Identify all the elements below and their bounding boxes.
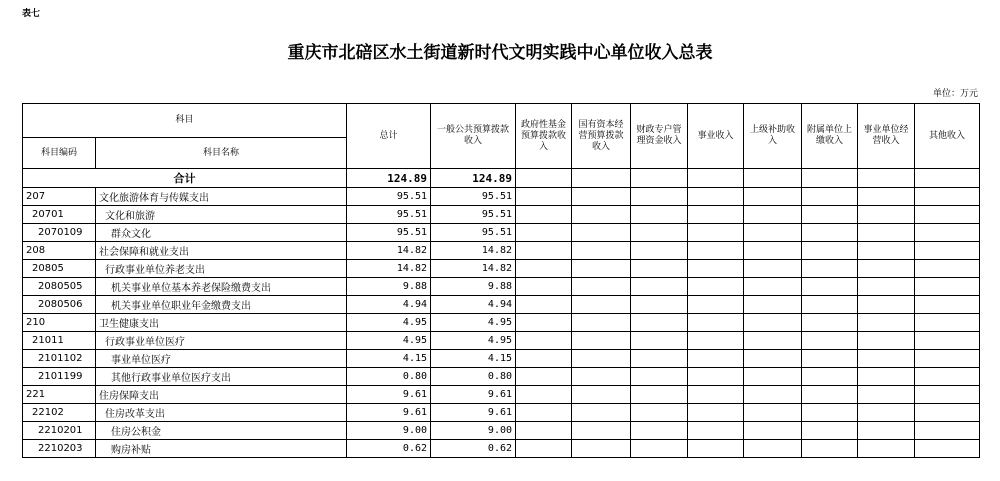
row-general-budget: 9.88 bbox=[431, 278, 516, 296]
empty-cell bbox=[572, 260, 631, 278]
empty-cell bbox=[631, 350, 688, 368]
empty-cell bbox=[516, 224, 572, 242]
row-code: 208 bbox=[23, 242, 96, 260]
empty-cell bbox=[516, 188, 572, 206]
empty-cell bbox=[631, 440, 688, 458]
table-row bbox=[23, 440, 980, 458]
empty-cell bbox=[744, 260, 802, 278]
empty-cell bbox=[688, 422, 744, 440]
row-total: 4.95 bbox=[347, 332, 431, 350]
row-code: 20805 bbox=[23, 260, 96, 278]
empty-cell bbox=[631, 296, 688, 314]
empty-cell bbox=[915, 314, 980, 332]
empty-cell bbox=[802, 278, 858, 296]
empty-cell bbox=[516, 206, 572, 224]
empty-cell bbox=[744, 278, 802, 296]
empty-cell bbox=[858, 206, 915, 224]
empty-cell bbox=[744, 224, 802, 242]
empty-cell bbox=[858, 224, 915, 242]
total-row bbox=[23, 169, 980, 188]
empty-cell bbox=[858, 296, 915, 314]
row-name: 文化和旅游 bbox=[96, 206, 347, 224]
row-name: 事业单位医疗 bbox=[96, 350, 347, 368]
row-name: 住房公积金 bbox=[96, 422, 347, 440]
table-number-label: 表七 bbox=[22, 9, 41, 19]
empty-cell bbox=[631, 278, 688, 296]
row-name: 社会保障和就业支出 bbox=[96, 242, 347, 260]
empty-cell bbox=[516, 440, 572, 458]
row-code: 210 bbox=[23, 314, 96, 332]
empty-cell bbox=[516, 332, 572, 350]
table-row bbox=[23, 242, 980, 260]
empty-cell bbox=[572, 206, 631, 224]
empty-cell bbox=[915, 260, 980, 278]
empty-cell bbox=[858, 386, 915, 404]
empty-cell bbox=[631, 188, 688, 206]
table-row bbox=[23, 386, 980, 404]
empty-cell bbox=[858, 368, 915, 386]
empty-cell bbox=[915, 440, 980, 458]
empty-cell bbox=[915, 422, 980, 440]
row-name: 其他行政事业单位医疗支出 bbox=[96, 368, 347, 386]
empty-cell bbox=[688, 242, 744, 260]
table-row bbox=[23, 296, 980, 314]
header-subject: 科目 bbox=[23, 104, 347, 138]
table-row bbox=[23, 206, 980, 224]
empty-cell bbox=[915, 404, 980, 422]
table-row bbox=[23, 278, 980, 296]
empty-cell bbox=[802, 188, 858, 206]
table-row bbox=[23, 314, 980, 332]
row-total: 95.51 bbox=[347, 188, 431, 206]
empty-cell bbox=[631, 206, 688, 224]
row-general-budget: 95.51 bbox=[431, 224, 516, 242]
row-general-budget: 14.82 bbox=[431, 242, 516, 260]
header-state-capital: 国有资本经营预算拨款收入 bbox=[572, 104, 631, 169]
row-code: 2210203 bbox=[23, 440, 96, 458]
row-code: 221 bbox=[23, 386, 96, 404]
empty-cell bbox=[802, 296, 858, 314]
row-name: 群众文化 bbox=[96, 224, 347, 242]
header-general-budget: 一般公共预算拨款收入 bbox=[431, 104, 516, 169]
total-amount: 124.89 bbox=[347, 169, 431, 188]
row-code: 20701 bbox=[23, 206, 96, 224]
income-summary-table bbox=[22, 103, 980, 458]
empty-cell bbox=[516, 296, 572, 314]
row-total: 14.82 bbox=[347, 242, 431, 260]
row-general-budget: 14.82 bbox=[431, 260, 516, 278]
row-total: 95.51 bbox=[347, 224, 431, 242]
empty-cell bbox=[688, 350, 744, 368]
header-fiscal-special: 财政专户管理资金收入 bbox=[631, 104, 688, 169]
empty-cell bbox=[572, 368, 631, 386]
empty-cell bbox=[516, 368, 572, 386]
row-total: 9.61 bbox=[347, 386, 431, 404]
empty-cell bbox=[744, 332, 802, 350]
empty-cell bbox=[802, 368, 858, 386]
empty-cell bbox=[572, 296, 631, 314]
empty-cell bbox=[688, 440, 744, 458]
empty-cell bbox=[915, 296, 980, 314]
row-code: 22102 bbox=[23, 404, 96, 422]
empty-cell bbox=[744, 386, 802, 404]
row-name: 住房保障支出 bbox=[96, 386, 347, 404]
row-name: 行政事业单位医疗 bbox=[96, 332, 347, 350]
empty-cell bbox=[915, 350, 980, 368]
empty-cell bbox=[915, 188, 980, 206]
header-total: 总计 bbox=[347, 104, 431, 169]
row-total: 0.80 bbox=[347, 368, 431, 386]
row-code: 2101102 bbox=[23, 350, 96, 368]
row-general-budget: 4.94 bbox=[431, 296, 516, 314]
empty-cell bbox=[688, 332, 744, 350]
empty-cell bbox=[572, 278, 631, 296]
empty-cell bbox=[631, 332, 688, 350]
table-row bbox=[23, 332, 980, 350]
empty-cell bbox=[858, 242, 915, 260]
header-name: 科目名称 bbox=[96, 138, 347, 169]
empty-cell bbox=[631, 422, 688, 440]
unit-label: 单位：万元 bbox=[932, 89, 978, 99]
row-total: 4.15 bbox=[347, 350, 431, 368]
page-title: 重庆市北碚区水土街道新时代文明实践中心单位收入总表 bbox=[287, 43, 713, 63]
empty-cell bbox=[744, 404, 802, 422]
row-general-budget: 95.51 bbox=[431, 206, 516, 224]
empty-cell bbox=[572, 440, 631, 458]
row-total: 4.94 bbox=[347, 296, 431, 314]
empty-cell bbox=[516, 350, 572, 368]
table-row bbox=[23, 422, 980, 440]
empty-cell bbox=[858, 314, 915, 332]
row-general-budget: 4.95 bbox=[431, 314, 516, 332]
empty-cell bbox=[802, 242, 858, 260]
empty-cell bbox=[915, 224, 980, 242]
empty-cell bbox=[858, 440, 915, 458]
table-row bbox=[23, 350, 980, 368]
empty-cell bbox=[572, 242, 631, 260]
empty-cell bbox=[915, 242, 980, 260]
empty-cell bbox=[915, 278, 980, 296]
empty-cell bbox=[858, 260, 915, 278]
empty-cell bbox=[802, 440, 858, 458]
empty-cell bbox=[802, 332, 858, 350]
empty-cell bbox=[688, 206, 744, 224]
empty-cell bbox=[858, 422, 915, 440]
row-code: 2080506 bbox=[23, 296, 96, 314]
empty-cell bbox=[915, 332, 980, 350]
empty-cell bbox=[688, 188, 744, 206]
header-gov-fund: 政府性基金预算拨款收入 bbox=[516, 104, 572, 169]
empty-cell bbox=[572, 386, 631, 404]
empty-cell bbox=[858, 350, 915, 368]
header-business-ops: 事业单位经营收入 bbox=[858, 104, 915, 169]
empty-cell bbox=[631, 404, 688, 422]
empty-cell bbox=[631, 260, 688, 278]
row-name: 机关事业单位职业年金缴费支出 bbox=[96, 296, 347, 314]
empty-cell bbox=[858, 404, 915, 422]
row-general-budget: 9.61 bbox=[431, 386, 516, 404]
row-total: 9.00 bbox=[347, 422, 431, 440]
header-affiliated: 附属单位上缴收入 bbox=[802, 104, 858, 169]
empty-cell bbox=[858, 332, 915, 350]
empty-cell bbox=[744, 206, 802, 224]
empty-cell bbox=[516, 314, 572, 332]
empty-cell bbox=[858, 188, 915, 206]
empty-cell bbox=[744, 368, 802, 386]
row-total: 0.62 bbox=[347, 440, 431, 458]
empty-cell bbox=[631, 314, 688, 332]
total-label: 合计 bbox=[23, 169, 347, 188]
empty-cell bbox=[631, 386, 688, 404]
empty-cell bbox=[516, 386, 572, 404]
empty-cell bbox=[516, 278, 572, 296]
table-row bbox=[23, 188, 980, 206]
empty-cell bbox=[516, 260, 572, 278]
empty-cell bbox=[688, 314, 744, 332]
empty-cell bbox=[572, 332, 631, 350]
empty-cell bbox=[744, 350, 802, 368]
row-total: 9.61 bbox=[347, 404, 431, 422]
row-name: 卫生健康支出 bbox=[96, 314, 347, 332]
empty-cell bbox=[516, 242, 572, 260]
row-name: 机关事业单位基本养老保险缴费支出 bbox=[96, 278, 347, 296]
empty-cell bbox=[802, 422, 858, 440]
table-row bbox=[23, 224, 980, 242]
empty-cell bbox=[688, 260, 744, 278]
header-business: 事业收入 bbox=[688, 104, 744, 169]
empty-cell bbox=[802, 206, 858, 224]
row-code: 2080505 bbox=[23, 278, 96, 296]
empty-cell bbox=[688, 404, 744, 422]
table-row bbox=[23, 368, 980, 386]
row-code: 21011 bbox=[23, 332, 96, 350]
empty-cell bbox=[516, 404, 572, 422]
empty-cell bbox=[572, 404, 631, 422]
row-general-budget: 4.15 bbox=[431, 350, 516, 368]
empty-cell bbox=[802, 260, 858, 278]
row-general-budget: 0.80 bbox=[431, 368, 516, 386]
empty-cell bbox=[631, 368, 688, 386]
empty-cell bbox=[915, 206, 980, 224]
empty-cell bbox=[572, 224, 631, 242]
row-general-budget: 9.00 bbox=[431, 422, 516, 440]
header-other: 其他收入 bbox=[915, 104, 980, 169]
empty-cell bbox=[688, 386, 744, 404]
row-code: 207 bbox=[23, 188, 96, 206]
row-code: 2101199 bbox=[23, 368, 96, 386]
table-row bbox=[23, 404, 980, 422]
empty-cell bbox=[631, 242, 688, 260]
table-row bbox=[23, 260, 980, 278]
empty-cell bbox=[572, 350, 631, 368]
empty-cell bbox=[744, 242, 802, 260]
row-general-budget: 0.62 bbox=[431, 440, 516, 458]
empty-cell bbox=[802, 386, 858, 404]
empty-cell bbox=[688, 368, 744, 386]
empty-cell bbox=[802, 350, 858, 368]
empty-cell bbox=[744, 422, 802, 440]
row-total: 4.95 bbox=[347, 314, 431, 332]
empty-cell bbox=[744, 188, 802, 206]
row-code: 2070109 bbox=[23, 224, 96, 242]
empty-cell bbox=[802, 224, 858, 242]
empty-cell bbox=[744, 314, 802, 332]
row-code: 2210201 bbox=[23, 422, 96, 440]
empty-cell bbox=[572, 188, 631, 206]
empty-cell bbox=[858, 278, 915, 296]
row-name: 文化旅游体育与传媒支出 bbox=[96, 188, 347, 206]
empty-cell bbox=[744, 440, 802, 458]
empty-cell bbox=[802, 314, 858, 332]
row-general-budget: 9.61 bbox=[431, 404, 516, 422]
row-general-budget: 95.51 bbox=[431, 188, 516, 206]
row-name: 行政事业单位养老支出 bbox=[96, 260, 347, 278]
empty-cell bbox=[688, 296, 744, 314]
empty-cell bbox=[802, 404, 858, 422]
empty-cell bbox=[915, 368, 980, 386]
empty-cell bbox=[631, 224, 688, 242]
row-name: 住房改革支出 bbox=[96, 404, 347, 422]
empty-cell bbox=[572, 422, 631, 440]
header-code: 科目编码 bbox=[23, 138, 96, 169]
header-superior-subsidy: 上级补助收入 bbox=[744, 104, 802, 169]
row-total: 9.88 bbox=[347, 278, 431, 296]
row-total: 14.82 bbox=[347, 260, 431, 278]
empty-cell bbox=[688, 224, 744, 242]
total-general-budget: 124.89 bbox=[431, 169, 516, 188]
row-total: 95.51 bbox=[347, 206, 431, 224]
row-general-budget: 4.95 bbox=[431, 332, 516, 350]
empty-cell bbox=[572, 314, 631, 332]
empty-cell bbox=[688, 278, 744, 296]
empty-cell bbox=[516, 422, 572, 440]
empty-cell bbox=[744, 296, 802, 314]
row-name: 购房补贴 bbox=[96, 440, 347, 458]
empty-cell bbox=[915, 386, 980, 404]
